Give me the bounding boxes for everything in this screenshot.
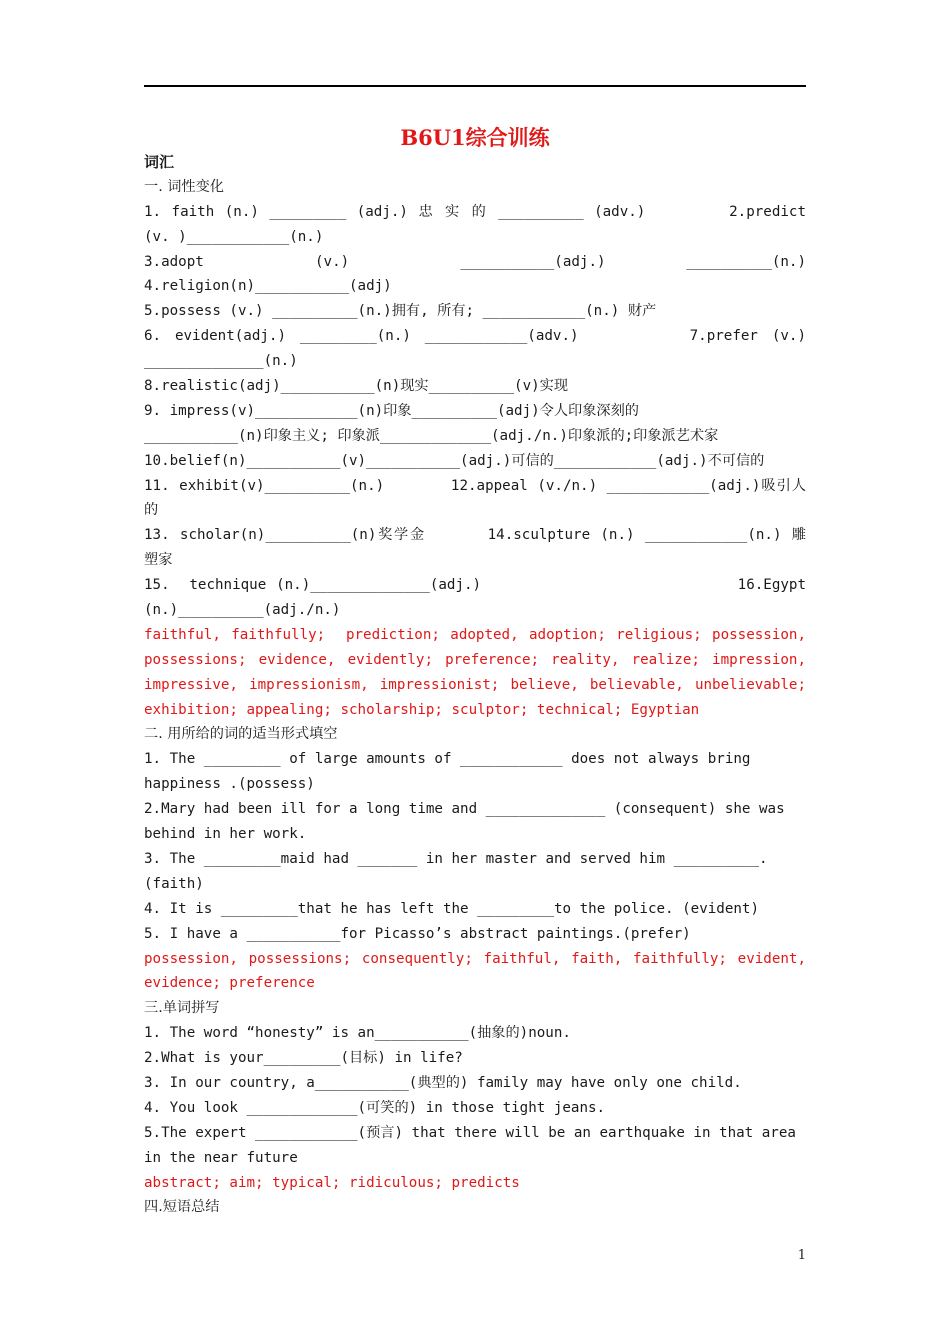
vocab-line: 8.realistic(adj)___________(n)现实__________(v)实现: [144, 378, 569, 395]
vocab-line: 9. impress(v)____________(n)印象__________(adj)令人印象深刻的: [144, 402, 639, 419]
section-title-spelling: 三.单词拼写: [144, 1000, 220, 1017]
vocab-line: 4.religion(n)___________(adj): [144, 278, 392, 295]
exercise-line: behind in her work.: [144, 826, 307, 843]
vocab-line: 塑家: [144, 552, 173, 569]
exercise-line: happiness .(possess): [144, 776, 315, 793]
vocab-line: 10.belief(n)___________(v)___________(adj.)可信的____________(adj.)不可信的: [144, 452, 765, 469]
exercise-line: 3. In our country, a___________(典型的) family may have only one child.: [144, 1074, 742, 1091]
exercise-line: in the near future: [144, 1149, 298, 1166]
vocab-line: ___________(n)印象主义; 印象派_____________(adj./n.)印象派的;印象派艺术家: [144, 427, 719, 444]
exercise-line: 1. The word “honesty” is an___________(抽象的)noun.: [144, 1025, 571, 1042]
vocab-line: 5.possess (v.) __________(n.)拥有, 所有; ____________(n.) 财产: [144, 303, 657, 320]
vocab-line: 11. exhibit(v)__________(n.) 12.appeal (v./n.) ____________(adj.)吸引人: [144, 477, 806, 494]
section-title-word-forms: 一. 词性变化: [144, 178, 224, 195]
answer-line: possessions; evidence, evidently; preference; reality, realize; impression,: [144, 651, 806, 668]
section-title-phrases: 四.短语总结: [144, 1199, 220, 1216]
vocab-line: (n.)__________(adj./n.): [144, 602, 341, 619]
exercise-line: 4. You look _____________(可笑的) in those tight jeans.: [144, 1099, 606, 1116]
vocab-line: 的: [144, 502, 159, 519]
vocab-line: 1. faith (n.) _________ (adj.) 忠 实 的 __________ (adv.) 2.predict: [144, 203, 806, 220]
vocab-line: ______________(n.): [144, 353, 298, 370]
vocab-line: 15. technique (n.)______________(adj.) 16.Egypt: [144, 577, 806, 594]
vocab-line: 6. evident(adj.) _________(n.) ____________(adv.) 7.prefer (v.): [144, 328, 806, 345]
exercise-line: (faith): [144, 875, 204, 892]
page-number: 1: [797, 1248, 806, 1263]
answer-line: evidence; preference: [144, 975, 315, 992]
answer-line: exhibition; appealing; scholarship; sculptor; technical; Egyptian: [144, 701, 700, 718]
section-title-fill-in: 二. 用所给的词的适当形式填空: [144, 726, 338, 743]
vocab-line: 3.adopt (v.) ___________(adj.) __________(n.): [144, 253, 806, 270]
exercise-line: 5.The expert ____________(预言) that there will be an earthquake in that area: [144, 1124, 796, 1141]
exercise-line: 2.Mary had been ill for a long time and ______________ (consequent) she was: [144, 801, 785, 818]
answer-line: impressive, impressionism, impressionist; believe, believable, unbelievable;: [144, 676, 806, 693]
exercise-line: 5. I have a ___________for Picasso’s abstract paintings.(prefer): [144, 925, 691, 942]
document-body: [144, 150, 806, 1220]
answer-line: faithful, faithfully; prediction; adopted, adoption; religious; possession,: [144, 626, 806, 643]
header-rule: [144, 85, 806, 87]
exercise-line: 3. The _________maid had _______ in her master and served him __________.: [144, 850, 768, 867]
page-title: B6U1综合训练: [400, 125, 550, 150]
exercise-line: 2.What is your_________(目标) in life?: [144, 1050, 463, 1067]
answer-line: possession, possessions; consequently; faithful, faith, faithfully; evident,: [144, 950, 806, 967]
vocab-line: (v. )____________(n.): [144, 228, 324, 245]
exercise-line: 1. The _________ of large amounts of ____________ does not always bring: [144, 751, 751, 768]
exercise-line: 4. It is _________that he has left the _________to the police. (evident): [144, 900, 759, 917]
section-heading-vocab: 词汇: [144, 153, 175, 171]
answer-line: abstract; aim; typical; ridiculous; predicts: [144, 1174, 520, 1191]
vocab-line: 13. scholar(n)__________(n)奖学金 14.sculpture (n.) ____________(n.) 雕: [144, 527, 806, 544]
